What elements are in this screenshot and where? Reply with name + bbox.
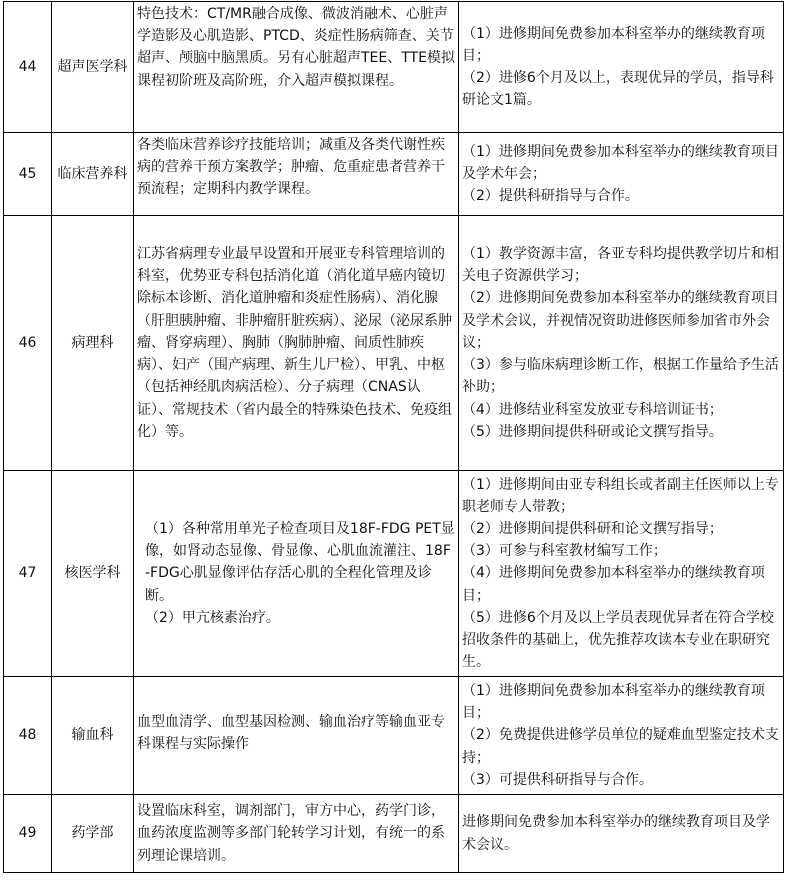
department-name: 临床营养科 (52, 133, 134, 216)
training-content (134, 133, 459, 216)
content-line: 各类临床营养诊疗技能培训；减重及各类代谢性疾病的营养干预方案教学；肿瘤、危重症患者营养干预流程；定期科内教学课程。 (137, 137, 445, 198)
support-line: （3）可参与科室教材编写工作； (462, 543, 667, 560)
table-row (4, 216, 784, 471)
support-line: （1）教学资源丰富，各亚专科均提供教学切片和相关电子资源供学习； (462, 246, 779, 285)
support-line: （2）免费提供进修学员单位的疑难血型鉴定技术支持； (462, 727, 779, 766)
department-name: 超声医学科 (52, 2, 134, 133)
support-line: （5）进修6个月及以上学员表现优异者在符合学校招收条件的基础上，优先推荐攻读本专业在职研究生。 (462, 609, 774, 671)
department-name: 核医学科 (52, 471, 134, 677)
training-support (459, 471, 784, 677)
row-number: 44 (4, 2, 52, 133)
support-line: （2）进修6个月及以上，表现优异的学员，指导科研论文1篇。 (462, 70, 774, 109)
department-name: 药学部 (52, 795, 134, 873)
content-line: （2）甲亢核素治疗。 (145, 609, 280, 626)
training-support (459, 2, 784, 133)
support-line: （1）进修期间免费参加本科室举办的继续教育项目及学术年会； (462, 143, 779, 182)
row-number: 45 (4, 133, 52, 216)
training-support (459, 133, 784, 216)
training-content (134, 471, 459, 677)
table-row (4, 677, 784, 795)
table-row (4, 2, 784, 133)
department-name: 输血科 (52, 677, 134, 795)
training-content (134, 216, 459, 471)
training-support (459, 795, 784, 873)
table-row (4, 795, 784, 873)
support-line: （5）进修期间提供科研或论文撰写指导。 (462, 423, 723, 440)
support-line: （4）进修结业科室发放亚专科培训证书； (462, 401, 723, 418)
support-line: （2）进修期间免费参加本科室举办的继续教育项目及学术会议，并视情况资助进修医师参加省市外会议； (462, 290, 779, 351)
support-line: （2）提供科研指导与合作。 (462, 188, 639, 205)
support-line: （3）参与临床病理诊断工作，根据工作量给予生活补助； (462, 357, 779, 396)
row-number: 48 (4, 677, 52, 795)
content-line: 特色技术：CT/MR融合成像、微波消融术、心脏声学造影及心肌造影、PTCD、炎症性肠病筛查、关节超声、颅脑中脑黑质。另有心脏超声TEE、TTE模拟课程初阶班及高阶班，介入超声模拟课程。 (137, 6, 455, 89)
training-support (459, 216, 784, 471)
table-row (4, 471, 784, 677)
support-line: 进修期间免费参加本科室举办的继续教育项目及学术会议。 (462, 814, 770, 853)
training-content (134, 2, 459, 133)
support-line: （3）可提供科研指导与合作。 (462, 771, 653, 788)
department-training-table (3, 1, 784, 873)
support-line: （2）进修期间提供科研和论文撰写指导； (462, 520, 723, 537)
support-line: （4）进修期间免费参加本科室举办的继续教育项目； (462, 565, 765, 604)
training-support (459, 677, 784, 795)
table-row (4, 133, 784, 216)
content-line: 血型血清学、血型基因检测、输血治疗等输血亚专科课程与实际操作 (137, 714, 445, 753)
content-line: 江苏省病理专业最早设置和开展亚专科管理培训的科室，优势亚专科包括消化道（消化道早癌内镜切除标本诊断、消化道肿瘤和炎症性肠病）、消化腺（肝胆胰肿瘤、非肿瘤肝脏疾病）、泌尿（泌尿系肿瘤、肾穿病理）、胸肺（胸肺肿瘤、间质性肺疾病）、妇产（围产病理、新生儿尸检）、甲乳、中枢（包括神经肌肉病活检）、分子病理（CNAS认证）、常规技术（省内最全的特殊染色技术、免疫组化）等。 (137, 246, 452, 440)
support-line: （1）进修期间由亚专科组长或者副主任医师以上专职老师专人带教； (462, 476, 779, 515)
content-line: （1）各种常用单光子检查项目及18F-FDG PET显像，如肾动态显像、骨显像、心肌血流灌注、18F-FDG心肌显像评估存活心肌的全程化管理及诊断。 (145, 520, 455, 604)
department-name: 病理科 (52, 216, 134, 471)
support-line: （1）进修期间免费参加本科室举办的继续教育项目； (462, 682, 765, 722)
row-number: 46 (4, 216, 52, 471)
training-content (134, 795, 459, 873)
content-line: 设置临床科室，调剂部门，审方中心，药学门诊，血药浓度监测等多部门轮转学习计划，有统一的系列理论课培训。 (137, 803, 445, 864)
row-number: 47 (4, 471, 52, 677)
support-line: （1）进修期间免费参加本科室举办的继续教育项目； (462, 25, 765, 64)
row-number: 49 (4, 795, 52, 873)
training-content (134, 677, 459, 795)
